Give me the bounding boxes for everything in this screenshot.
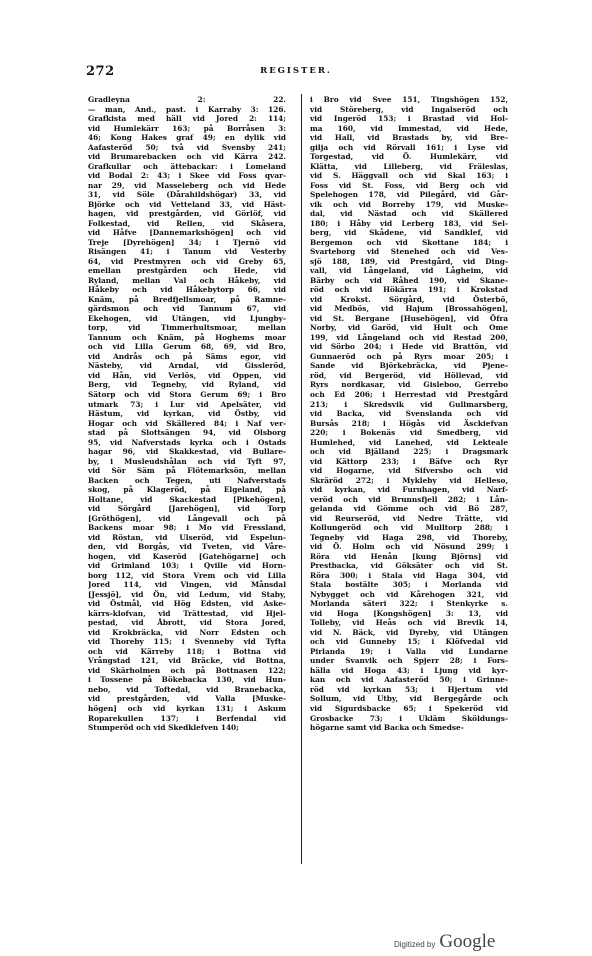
text-line: stad på Slottsängen 94, vid Olsborg xyxy=(88,428,286,438)
text-line: vid S. Häggvall och vid Skal 163; i xyxy=(310,171,508,181)
text-line: vid Sigurdsbacke 65; i Spekeröd vid xyxy=(310,704,508,713)
text-line: Berg, vid Tegneby, vid Ryland, vid xyxy=(88,380,286,390)
text-line: vid Sörgård [Jarehögen], vid Torp xyxy=(88,504,286,514)
text-line: Röra vid Henån [kung Björns] vid xyxy=(310,551,508,561)
text-line: vid Brumarebacken och vid Kärra 242. xyxy=(88,152,286,162)
text-line: och Ed 206; i Herrestad vid Prestgård xyxy=(310,389,508,399)
text-line: 199, vid Långeland och vid Restad 200, xyxy=(310,332,508,342)
text-line: Knäm, på Bredfjellsmoar, på Ramne- xyxy=(88,294,286,304)
text-line: vid Reurseröd, vid Nedre Trätte, vid xyxy=(310,513,508,523)
text-line: utmark 73; i Lur vid Apelsäter, vid xyxy=(88,399,286,409)
text-line: Sätorp och vid Stora Gerum 69; i Bro xyxy=(88,389,286,399)
text-line: Bursås 218; i Högås vid Äsckiefvan xyxy=(310,418,508,428)
text-line: vid Ö. Holm och vid Nösund 299; i xyxy=(310,542,508,552)
text-line: Ekehogen, vid Utängen, vid Ljungby- xyxy=(88,313,286,323)
text-line: vid Skärholmen och på Bottnasen 122; xyxy=(88,665,286,675)
text-line: Klätta, vid Lilleberg, vid Fräleslas, xyxy=(310,161,508,171)
text-line: gilja och vid Rörvall 161; i Lyse vid xyxy=(310,142,508,152)
text-line: vik och vid Borreby 179, vid Muske- xyxy=(310,199,508,209)
text-line: emellan prestgården och Hede, vid xyxy=(88,266,286,276)
text-line: 64, vid Prestmyren och vid Greby 65, xyxy=(88,256,286,266)
text-line: vid prestgården, vid Valla [Muske- xyxy=(88,694,286,704)
text-line: röd, vid Bergeröd, vid Höllevad, vid xyxy=(310,370,508,380)
text-line: högarne samt vid Backa och Smedse- xyxy=(310,723,464,733)
text-line: hagen, vid prestgården, vid Görlöf, vid xyxy=(88,209,286,219)
text-line: — man, And., past. i Karraby 3: 126. xyxy=(88,104,286,114)
text-line: vid Krokst. Sörgård, vid Österbö, xyxy=(310,294,508,304)
text-line: vid Medbös, vid Hajum [Brossahögen], xyxy=(310,304,508,314)
text-line: vid Ingeröd 153; i Brastad vid Hol- xyxy=(310,114,508,124)
text-line: vid Humlekärr 163; på Borråsen 3: xyxy=(88,123,286,133)
text-line: Nästeby, vid Arndal, vid Gissleröd, xyxy=(88,361,286,371)
text-line: gelanda vid Gömme och vid Bö 287, xyxy=(310,504,508,514)
running-head: REGISTER. xyxy=(260,66,332,76)
text-line: vid Backa, vid Svenslanda och vid xyxy=(310,409,508,419)
text-line: högen] och vid kyrkan 131; i Askum xyxy=(88,704,286,713)
text-line: Röra 300; i Stala vid Haga 304, vid xyxy=(310,570,508,580)
text-line: [Jessjö], vid Ön, vid Ledum, vid Staby, xyxy=(88,589,286,599)
text-line: Stumperöd och vid Skedklefven 140; xyxy=(88,723,239,733)
text-line: hälla vid Hoga 43; i Ljung vid kyr- xyxy=(310,665,508,675)
digitized-by-label: Digitized by xyxy=(394,940,436,949)
text-line: by, i Musleudshålan och vid Tyft 97, xyxy=(88,456,286,466)
text-line: Svarteborg vid Stenehed och vid Ves- xyxy=(310,247,508,257)
text-line: Risängen 41; i Tanum vid Vesterby xyxy=(88,247,286,257)
text-line: berg, vid Skådene, vid Sandklef, vid xyxy=(310,228,508,238)
text-line: och vid Gunneby 15; i Klöfvedal vid xyxy=(310,637,508,647)
text-line: Sollum, vid Utby, vid Bergegårde och xyxy=(310,694,508,704)
text-line: Ryrs nordkasar, vid Gisleboo, Gerrebo xyxy=(310,380,508,390)
text-line: Ryland, mellan Val och Håkeby, vid xyxy=(88,275,286,285)
text-line: under Svanvik och Spjerr 28; i Fors- xyxy=(310,656,508,666)
text-line: Hogar och vid Skällered 84; i Naf ver- xyxy=(88,418,286,428)
text-line: nar 29, vid Masseleberg och vid Hede xyxy=(88,180,286,190)
text-line: ma 160, vid Immestad, vid Hede, xyxy=(310,123,508,133)
text-line: veröd och vid Brunnsfjell 282; i Lån- xyxy=(310,494,508,504)
text-line: Håkeby och vid Håkebytorp 66, vid xyxy=(88,285,286,295)
text-line: Björke och vid Vetteland 33, vid Häst- xyxy=(88,199,286,209)
text-line: hagar 96, vid Skakkestad, vid Bullare- xyxy=(88,447,286,457)
text-line: 220; i Bokenäs vid Smedberg, vid xyxy=(310,428,508,438)
text-line: Gradleyna 2: 22. xyxy=(88,95,286,104)
text-line: borg 112, vid Stora Vrem och vid Lilla xyxy=(88,570,286,580)
text-line: hogen, vid Kaseröd [Gatehögarne] och xyxy=(88,551,286,561)
text-line: i Tossene på Bökebacka 130, vid Hun- xyxy=(88,675,286,685)
text-line: Skräröd 272; i Mykleby vid Helleso, xyxy=(310,475,508,485)
text-line: Bergemon och vid Skottane 184; i xyxy=(310,237,508,247)
text-line: Aafasteröd 50; två vid Svensby 241; xyxy=(88,142,286,152)
page-number: 272 xyxy=(86,64,115,79)
text-line: Prestbacka, vid Göksäter och vid St. xyxy=(310,561,508,571)
text-line: den, vid Borgås, vid Tveten, vid Våre- xyxy=(88,542,286,552)
text-line: vid Röstan, vid Ulseröd, vid Espelun- xyxy=(88,532,286,542)
text-line: dal, vid Nästad och vid Skällered xyxy=(310,209,508,219)
right-column xyxy=(310,95,508,733)
text-line: [Gröthögen], vid Långevall och på xyxy=(88,513,286,523)
column-divider xyxy=(301,94,302,864)
text-line: Stala bostälte 305; i Morlanda vid xyxy=(310,580,508,590)
left-column xyxy=(88,95,286,733)
text-line: Backen och Tegen, uti Nafverstads xyxy=(88,475,286,485)
text-line: vid Håfve [Dannemarkshögen] och vid xyxy=(88,228,286,238)
text-line: Kollungeröd och vid Mulltorp 288; i xyxy=(310,523,508,533)
text-line: vid Östmål, vid Hög Edsten, vid Aske- xyxy=(88,599,286,609)
digitized-by-watermark xyxy=(394,931,495,953)
text-line: i Bro vid Svee 151, Tingshögen 152, xyxy=(310,95,508,104)
text-line: Nybygget och vid Kårehogen 321, vid xyxy=(310,589,508,599)
text-line: Grosbacke 73; i Ukläm Sköldungs- xyxy=(310,713,508,723)
text-line: vid Hall, vid Brastads by, vid Bre- xyxy=(310,133,508,143)
text-line: Sande vid Björkebräcka, vid Pjene- xyxy=(310,361,508,371)
text-line: vid Hån, vid Verlös, vid Oppen, vid xyxy=(88,370,286,380)
text-line: Humlehed, vid Lanehed, vid Lekteale xyxy=(310,437,508,447)
text-line: vid Thoreby 115; i Svenneby vid Tyfta xyxy=(88,637,286,647)
text-line: 95, vid Nafverstads kyrka och i Ostads xyxy=(88,437,286,447)
text-line: vid N. Bäck, vid Dyreby, vid Utängen xyxy=(310,627,508,637)
text-line: vid Andrås och på Säms egor, vid xyxy=(88,351,286,361)
text-line: röd vid kyrkan 53; i Hjertum vid xyxy=(310,684,508,694)
google-logo: Google xyxy=(439,931,496,952)
text-line: Torgestad, vid Ö. Humlekärr, vid xyxy=(310,152,508,162)
text-line: vid Krokbräcka, vid Norr Edsten och xyxy=(88,627,286,637)
text-line: Pirlanda 19; i Valla vid Lundarne xyxy=(310,646,508,656)
text-line: 213; i Skredsvik vid Gullmarsberg, xyxy=(310,399,508,409)
text-line: Spelehogen 178, vid Pilegård, vid Går- xyxy=(310,190,508,200)
text-line: vid Kättorp 233; i Bäfve och Ryr xyxy=(310,456,508,466)
text-line: 180; i Håby vid Lerberg 183, vid Sel- xyxy=(310,218,508,228)
text-line: och vid Lilla Gerum 68, 69, vid Bro, xyxy=(88,342,286,352)
text-line: Tolleby, vid Heås och vid Brevik 14, xyxy=(310,618,508,628)
text-line: Treje [Dyrehögen] 34; i Tjernö vid xyxy=(88,237,286,247)
text-line: pestad, vid Åbrott, vid Stora Jored, xyxy=(88,618,286,628)
text-line: vid kyrkan, vid Furuhagen, vid Narf- xyxy=(310,485,508,495)
text-line: Vrångstad 121, vid Bräcke, vid Bottna, xyxy=(88,656,286,666)
text-line: sjö 188, 189, vid Prestgård, vid Ding- xyxy=(310,256,508,266)
text-line: Foss vid St. Foss, vid Berg och vid xyxy=(310,180,508,190)
text-line: och vid Kärreby 118; i Bottna vid xyxy=(88,646,286,656)
text-line: vid Hoga [Kongshögen] 3: 13, vid xyxy=(310,608,508,618)
text-line: Jored 114, vid Vingen, vid Månsdal xyxy=(88,580,286,590)
text-line: Norby, vid Garöd, vid Hult och Ome xyxy=(310,323,508,333)
text-line: Tannum och Knäm, på Hoghems moar xyxy=(88,332,286,342)
text-line: vid Hogarne, vid Sifversbo och vid xyxy=(310,466,508,476)
text-line: gärdsmon och vid Tannum 67, vid xyxy=(88,304,286,314)
text-line: och vid Bjälland 225; i Dragsmark xyxy=(310,447,508,457)
text-line: Roparekullen 137; i Berfendal vid xyxy=(88,713,286,723)
text-line: vid Sör Säm på Flötemarksön, mellan xyxy=(88,466,286,476)
text-line: röd och vid Hökärra 191; i Krokstad xyxy=(310,285,508,295)
text-line: Morlanda säteri 322; i Stenkyrke s. xyxy=(310,599,508,609)
text-line: Backens moar 98; i Mo vid Fressland, xyxy=(88,523,286,533)
text-line: Holtane, vid Skackestad [Pikehögen], xyxy=(88,494,286,504)
text-line: skog, på Klageröd, på Elgeland, på xyxy=(88,485,286,495)
text-line: kärrs-klofvan, vid Trättestad, vid Hjel- xyxy=(88,608,286,618)
text-line: 46; Kong Hakes graf 49; en dylik vid xyxy=(88,133,286,143)
text-line: kan och vid Aafasteröd 50; i Grinne- xyxy=(310,675,508,685)
text-line: Grafkullar och ättebackar: i Lomeland xyxy=(88,161,286,171)
text-line: Grafkista med häll vid Jored 2: 114; xyxy=(88,114,286,124)
text-line: Tegneby vid Haga 298, vid Thoreby, xyxy=(310,532,508,542)
text-line: vid Grimland 103; i Qville vid Horn- xyxy=(88,561,286,571)
text-line: 31, vid Söle (Dårahildshögar) 33, vid xyxy=(88,190,286,200)
text-line: torp, vid Timmerhultsmoar, mellan xyxy=(88,323,286,333)
text-line: nebo, vid Toftedal, vid Branebacka, xyxy=(88,684,286,694)
text-line: vid Sörbo 204; i Hede vid Brattön, vid xyxy=(310,342,508,352)
text-line: vid Störeberg, vid Ingalseröd och xyxy=(310,104,508,114)
text-line: Folkestad, vid Rellen, vid Skåsera, xyxy=(88,218,286,228)
text-line: Hästum, vid kyrkan, vid Östby, vid xyxy=(88,409,286,419)
text-line: vid Bodal 2: 43; i Skee vid Foss qvar- xyxy=(88,171,286,181)
text-line: vall, vid Långeland, vid Lågheim, vid xyxy=(310,266,508,276)
text-line: Gunnaeröd och på Ryrs moar 205; i xyxy=(310,351,508,361)
text-line: vid St. Bergane [Husehögen], vid Öfra xyxy=(310,313,508,323)
text-line: Bärby och vid Råhed 190, vid Skane- xyxy=(310,275,508,285)
